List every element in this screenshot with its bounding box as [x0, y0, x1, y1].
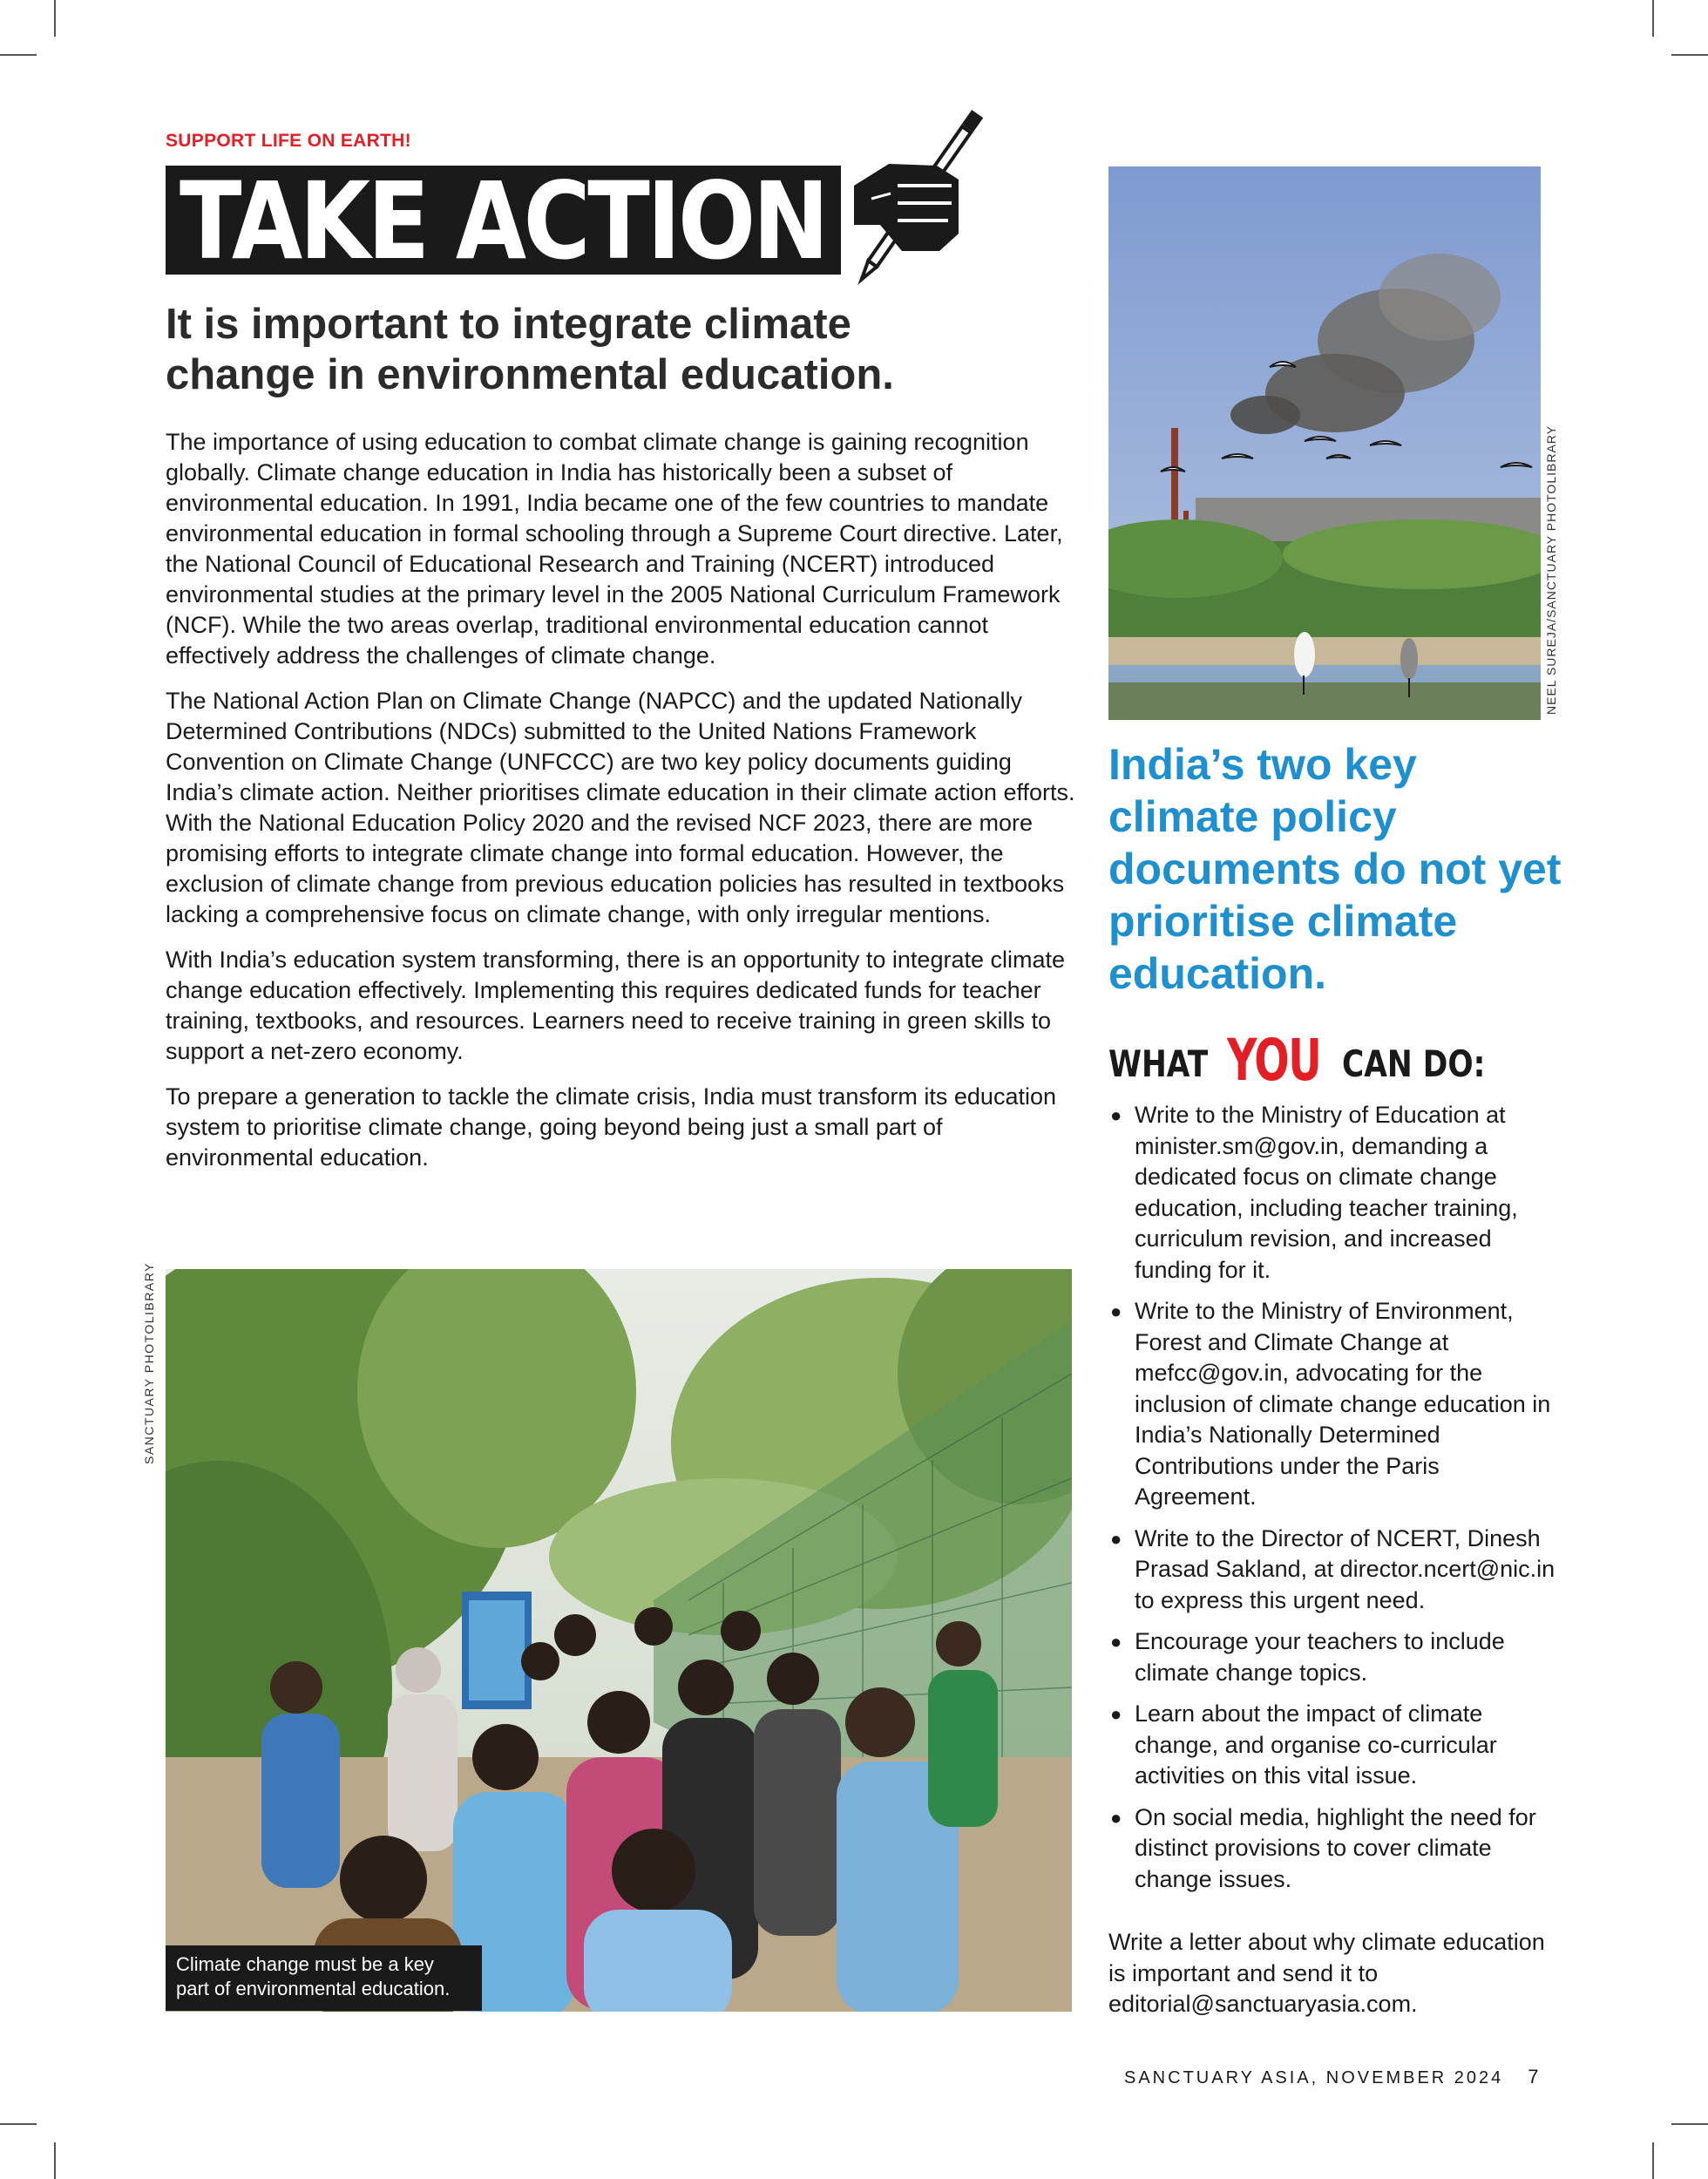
publication-line: SANCTUARY ASIA, NOVEMBER 2024: [1124, 2068, 1504, 2087]
heading-part-you: YOU: [1227, 1027, 1321, 1094]
crop-mark: [1671, 2123, 1708, 2125]
crop-mark: [1671, 54, 1708, 56]
photo-credit-left: [142, 1262, 163, 1464]
section-kicker: SUPPORT LIFE ON EARTH!: [166, 131, 411, 151]
bullet-icon: ●: [1110, 1703, 1122, 1725]
photo-illustration: [1108, 166, 1541, 720]
list-item: [1108, 1524, 1562, 1617]
heading-part-can-do: CAN DO:: [1342, 1042, 1486, 1085]
crop-mark: [0, 54, 37, 56]
list-item: [1108, 1699, 1562, 1792]
photo-caption: Climate change must be a key part of environmental education.: [166, 1945, 482, 2011]
headline: It is important to integrate climate change in environmental education.: [166, 301, 894, 398]
banner-title: TAKE ACTION: [180, 160, 827, 283]
article-body: [166, 427, 1076, 1188]
crop-mark: [1652, 2142, 1654, 2179]
list-item: [1108, 1100, 1562, 1286]
bullet-icon: ●: [1110, 1631, 1122, 1653]
body-paragraph: The National Action Plan on Climate Change (NAPCC) and the updated Nationally Determined Contributions (NDCs) submitted to the United Nations Framework Convention on Climate Change (UNFCCC) are two key policy documents guiding India’s climate action. Neither prioritises climate education in their climate action efforts. With the National Education Policy 2020 and the revised NCF 2023, there are more promising efforts to integrate climate change into formal education. However, the exclusion of climate change from previous education policies has resulted in textbooks lacking a comprehensive focus on climate change, with only irregular mentions.: [166, 688, 1075, 927]
crop-mark: [0, 2123, 37, 2125]
students-field-trip-photo: [166, 1269, 1072, 2012]
crop-mark: [54, 2142, 56, 2179]
list-item: [1108, 1626, 1562, 1688]
factory-birds-photo: [1108, 166, 1541, 720]
body-paragraph: To prepare a generation to tackle the climate crisis, India must transform its education system to prioritise climate change, going beyond being just a small part of environmental education.: [166, 1083, 1056, 1171]
list-item-text: Learn about the impact of climate change, and organise co-curricular activities on this vital issue.: [1135, 1700, 1497, 1789]
list-item-text: Write to the Director of NCERT, Dinesh Prasad Sakland, at director.ncert@nic.in to express this urgent need.: [1135, 1524, 1556, 1613]
crop-mark: [1652, 0, 1654, 37]
list-item: [1108, 1296, 1562, 1513]
photo-illustration: [166, 1269, 1072, 2012]
take-action-banner: [166, 160, 841, 283]
list-item: [1108, 1802, 1562, 1896]
list-item-text: Write to the Ministry of Environment, Forest and Climate Change at mefcc@gov.in, advocating for the inclusion of climate change education in India’s Nationally Determined Contributions under the Paris Agreement.: [1135, 1298, 1551, 1510]
fist-pencil-icon: [837, 103, 993, 303]
photo-credit-right: [1544, 427, 1565, 715]
action-list: [1108, 1100, 1562, 1905]
list-item-text: Write to the Ministry of Education at minister.sm@gov.in, demanding a dedicated focus on climate change education, including teacher training, curriculum revision, and increased funding for it.: [1135, 1102, 1518, 1283]
closing-call-to-action: Write a letter about why climate education is important and send it to editorial@sanctuaryasia.com.: [1108, 1929, 1545, 2017]
bullet-icon: ●: [1110, 1104, 1122, 1126]
list-item-text: On social media, highlight the need for distinct provisions to cover climate change issues.: [1135, 1803, 1536, 1892]
pull-quote: India’s two key climate policy documents do not yet prioritise climate education.: [1108, 740, 1562, 998]
credit-text: NEEL SUREJA/SANCTUARY PHOTOLIBRARY: [1544, 425, 1558, 715]
heading-part-what: WHAT: [1108, 1042, 1209, 1085]
list-item-text: Encourage your teachers to include climate change topics.: [1135, 1628, 1505, 1686]
what-you-can-do-heading: [1108, 1027, 1544, 1096]
bullet-icon: ●: [1110, 1527, 1122, 1550]
bullet-icon: ●: [1110, 1300, 1122, 1322]
crop-mark: [54, 0, 56, 37]
page-footer: [1124, 2066, 1539, 2088]
credit-text: SANCTUARY PHOTOLIBRARY: [142, 1262, 156, 1464]
body-paragraph: With India’s education system transforming, there is an opportunity to integrate climate change education effectively. Implementing this requires dedicated funds for teacher training, textbooks, and resources. Learners need to receive training in green skills to support a net-zero economy.: [166, 947, 1066, 1064]
bullet-icon: ●: [1110, 1806, 1122, 1829]
body-paragraph: The importance of using education to combat climate change is gaining recognition globally. Climate change education in India has historically been a subset of environmental education. In 1991, India became one of the few countries to mandate environmental education in formal schooling through a Supreme Court directive. Later, the National Council of Educational Research and Training (NCERT) introduced environmental studies at the primary level in the 2005 National Curriculum Framework (NCF). While the two areas overlap, traditional environmental education cannot effectively address the challenges of climate change.: [166, 429, 1063, 669]
page-number: 7: [1528, 2066, 1539, 2087]
